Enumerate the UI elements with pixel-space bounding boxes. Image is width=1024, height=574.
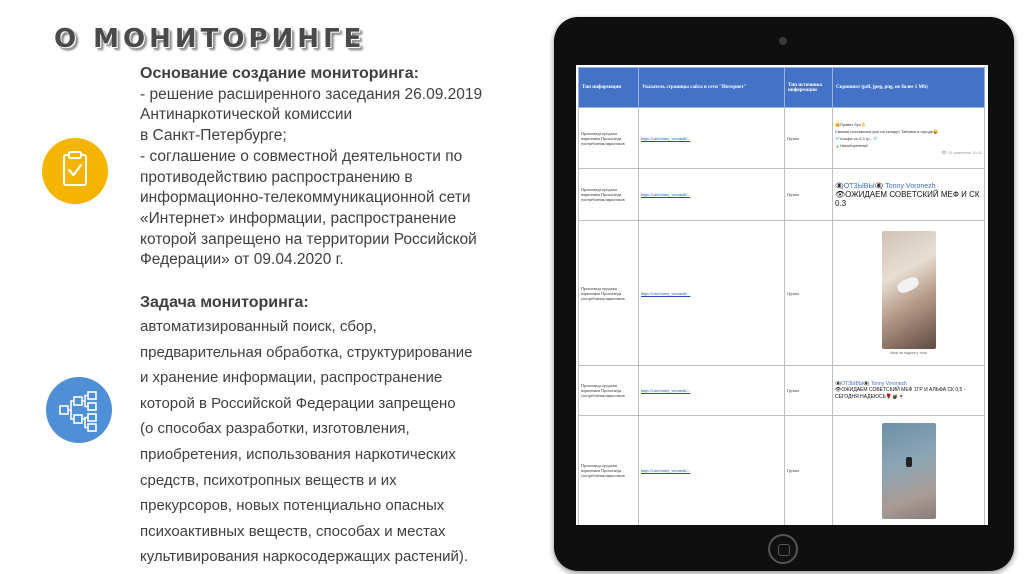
screenshot-photo (882, 423, 936, 519)
photo-caption: Меф на ладони у тоня (890, 351, 927, 355)
screenshot-message: 👁ОЖИДАЕМ СОВЕТСКИЙ МЕФ И СК 0.3 (835, 189, 980, 208)
screenshot-text: 🍃Никоборенный (835, 142, 868, 148)
channel-name: 👁‍🗨ОТЗЫВЫ👁‍🗨 Tonny Voronezh (835, 182, 936, 190)
task-line: средств, психотропных веществ и их (140, 471, 397, 489)
tablet-screen (576, 65, 988, 525)
table-row (579, 169, 985, 221)
table-row (579, 221, 985, 366)
page-link[interactable]: https://t.me/tonny_voronezh/... (639, 366, 785, 416)
source-type-cell: Группа (785, 221, 833, 366)
basis-heading: Основание создание мониторинга: (140, 65, 419, 82)
table-row (579, 416, 985, 526)
task-line: и хранение информации, распространение (140, 369, 443, 387)
source-type-cell: Группа (785, 416, 833, 526)
camera-icon (779, 37, 787, 45)
screenshot-cell (833, 416, 985, 526)
page-link[interactable]: https://t.me/tonny_voronezh/... (639, 108, 785, 169)
column-header: Скриншот (pdf, jpeg, png, не более 1 Mb) (833, 68, 985, 108)
task-line: культивирования наркосодержащих растений). (140, 548, 469, 566)
channel-name: 👁‍🗨ОТЗЫВЫ👁‍🗨 Tonny Voronezh (835, 380, 907, 387)
info-type-cell: Пропаганда продажи наркотиков Пропаганда употребления наркотиков (579, 108, 639, 169)
task-line: приобретения, использования наркотических (140, 445, 456, 463)
task-line: автоматизированный поиск, сбор, (140, 318, 377, 335)
screenshot-meta: 👁 16 изменено 10:11 (941, 149, 982, 155)
table-row (579, 108, 985, 169)
basis-line: - соглашение о совместной деятельности по (140, 147, 463, 165)
monitoring-table (578, 67, 985, 525)
basis-line: - решение расширенного заседания 26.09.2019 (140, 85, 483, 103)
page-link[interactable]: https://t.me/tonny_voronezh/... (639, 169, 785, 221)
task-line: которой в Российской Федерации запрещено (140, 394, 456, 412)
basis-line: противодействию распространению в (140, 168, 413, 186)
basis-line: информационно-телекоммуникационной сети (140, 189, 471, 207)
source-type-cell: Группа (785, 366, 833, 416)
home-button[interactable] (768, 534, 798, 564)
basis-line: которой запрещено на территории Российской (140, 230, 477, 248)
source-type-cell: Группа (785, 108, 833, 169)
info-type-cell: Пропаганда продажи наркотиков Пропаганда употребления наркотиков (579, 221, 639, 366)
table-header-row (579, 68, 985, 108)
basis-line: Федерации» от 09.04.2020 г. (140, 251, 344, 269)
basis-line: «Интернет» информации, распространение (140, 209, 457, 227)
table-row (579, 366, 985, 416)
info-type-cell: Пропаганда продажи наркотиков Пропаганда употребления наркотиков (579, 366, 639, 416)
task-line: предварительная обработка, структурирование (140, 343, 473, 361)
column-header: Тип источника информации (785, 68, 833, 108)
screenshot-photo (882, 231, 936, 349)
screenshot-cell (833, 221, 985, 366)
slide-title: О МОНИТОРИНГЕ (54, 24, 366, 54)
monitoring-task (140, 292, 530, 570)
info-type-cell: Пропаганда продажи наркотиков Пропаганда употребления наркотиков (579, 416, 639, 526)
column-header: Указатель страницы сайта в сети "Интернет" (639, 68, 785, 108)
task-line: (о способах разработки, изготовления, (140, 420, 410, 438)
page-link[interactable]: https://t.me/tonny_voronezh/... (639, 221, 785, 366)
clipboard-check-icon (42, 138, 108, 204)
info-type-cell: Пропаганда продажи наркотиков Пропаганда употребления наркотиков (579, 169, 639, 221)
basis-line: в Санкт-Петербурге; (140, 127, 287, 145)
task-line: прекурсоров, новых потенциально опасных (140, 497, 445, 515)
flowchart-icon (46, 377, 112, 443)
source-type-cell: Группа (785, 169, 833, 221)
screenshot-message: 👁ОЖИДАЕМ СОВЕТСКИЙ МЕФ 1ГР И АЛЬФА СК 0,5 - СЕГОДНЯ НАДЕЮСЬ🌹💣🍷 (835, 386, 966, 400)
screenshot-cell (833, 169, 985, 221)
screenshot-cell (833, 108, 985, 169)
screenshot-cell (833, 366, 985, 416)
task-line: психоактивных веществ, способах и местах (140, 522, 446, 540)
task-heading: Задача мониторинга: (140, 294, 309, 311)
monitoring-basis (140, 64, 530, 271)
screenshot-text: 😋Привет бро👌 (835, 121, 867, 127)
tablet-device (554, 17, 1014, 571)
screenshot-text: 💎Альфа со 0,3 гр - 💎 (835, 135, 878, 141)
basis-line: Антинаркотической комиссии (140, 106, 353, 124)
page-link[interactable]: https://t.me/tonny_voronezh/... (639, 416, 785, 526)
screenshot-text: Свежая поставочка уже на складе! Тайники в городе😜 (835, 128, 938, 134)
column-header: Тип информации (579, 68, 639, 108)
